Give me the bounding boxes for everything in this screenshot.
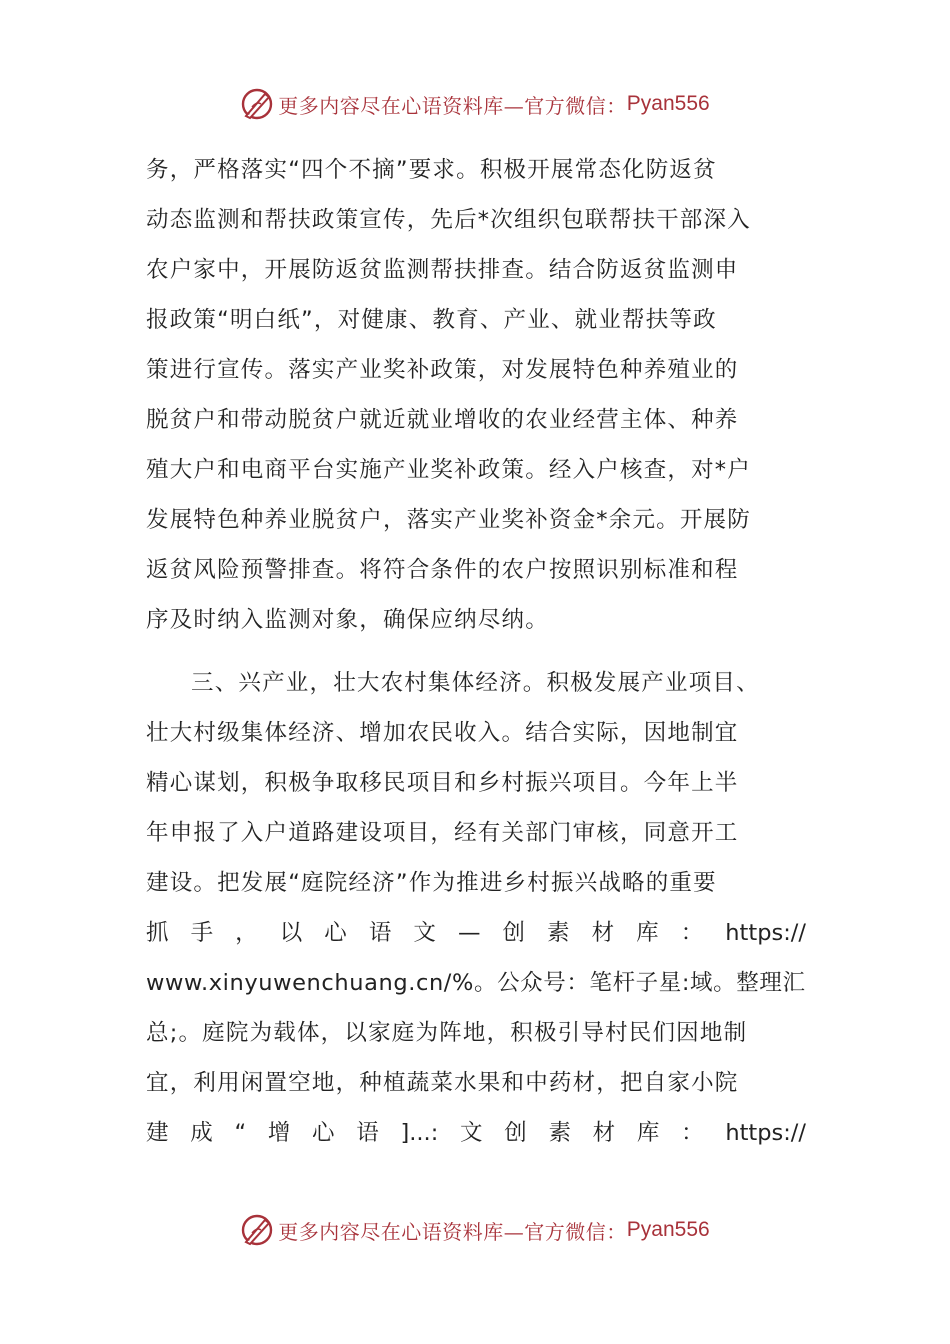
text-line: 策进行宣传。落实产业奖补政策，对发展特色种养殖业的	[146, 357, 739, 383]
text-char: 文	[460, 1120, 483, 1146]
text-char: “	[234, 1120, 247, 1146]
text-char: 心	[324, 920, 347, 946]
text-line: 殖大户和电商平台实施产业奖补政策。经入户核查，对*户	[146, 457, 751, 483]
text-line: 宜，利用闲置空地，种植蔬菜水果和中药材，把自家小院	[146, 1070, 739, 1096]
url-text-line: www.xinyuwenchuang.cn/%。公众号：笔杆子星:域。整理汇	[146, 970, 806, 996]
justified-text-line	[146, 1108, 806, 1158]
text-line: 年申报了入户道路建设项目，经有关部门审核，同意开工	[146, 820, 739, 846]
wechat-id: Pyan556	[626, 92, 710, 115]
text-line: 脱贫户和带动脱贫户就近就业增收的农业经营主体、种养	[146, 407, 739, 433]
text-char: 语	[356, 1120, 379, 1146]
url-text: https://	[725, 1120, 806, 1146]
text-char: ：	[681, 1120, 704, 1146]
text-char: 心	[312, 1120, 335, 1146]
text-char: 抓	[146, 920, 169, 946]
text-char: 增	[267, 1120, 291, 1146]
text-char: 材	[592, 1120, 616, 1146]
text-line: 报政策“明白纸”，对健康、教育、产业、就业帮扶等政	[146, 307, 717, 333]
banner-text: 更多内容尽在心语资料库—官方微信：	[278, 93, 627, 118]
wechat-id: Pyan556	[626, 1218, 710, 1241]
text-char: 库	[636, 920, 659, 946]
text-char: 文	[413, 920, 436, 946]
header-banner	[0, 84, 950, 124]
text-char: 材	[591, 920, 615, 946]
text-char: —	[457, 920, 481, 946]
text-char: 素	[547, 920, 570, 946]
text-line: 建设。把发展“庭院经济”作为推进乡村振兴战略的重要	[146, 870, 717, 896]
text-char: 建	[146, 1120, 169, 1146]
pen-circle-logo-icon	[240, 1213, 274, 1247]
text-line: 返贫风险预警排查。将符合条件的农户按照识别标准和程	[146, 557, 739, 583]
text-line: 壮大村级集体经济、增加农民收入。结合实际，因地制宜	[146, 720, 739, 746]
text-char: 创	[502, 920, 525, 946]
text-char: ，	[235, 920, 258, 946]
justified-text-line	[146, 908, 806, 958]
banner-text: 更多内容尽在心语资料库—官方微信：	[278, 1219, 627, 1244]
document-body	[146, 145, 806, 1158]
text-line: 农户家中，开展防返贫监测帮扶排查。结合防返贫监测申	[146, 257, 739, 283]
text-char: ]...:	[400, 1120, 439, 1146]
text-line: 动态监测和帮扶政策宣传，先后*次组织包联帮扶干部深入	[146, 207, 751, 233]
text-char: 创	[504, 1120, 527, 1146]
text-line: 发展特色种养业脱贫户，落实产业奖补资金*余元。开展防	[146, 507, 751, 533]
url-text: https://	[725, 920, 806, 946]
text-char: 语	[368, 920, 392, 946]
paragraph-2	[146, 658, 806, 1158]
text-char: 成	[190, 1120, 213, 1146]
text-char: 库	[636, 1120, 660, 1146]
text-line: 精心谋划，积极争取移民项目和乡村振兴项目。今年上半	[146, 770, 739, 796]
text-char: 以	[279, 920, 303, 946]
text-line: 务，严格落实“四个不摘”要求。积极开展常态化防返贫	[146, 157, 717, 183]
pen-circle-logo-icon	[240, 87, 274, 121]
text-char: ：	[680, 920, 704, 946]
text-char: 手	[190, 920, 214, 946]
footer-banner	[0, 1210, 950, 1250]
text-line: 总;。庭院为载体，以家庭为阵地，积极引导村民们因地制	[146, 1020, 748, 1046]
paragraph-1	[146, 145, 806, 645]
section-heading-line: 三、兴产业，壮大农村集体经济。积极发展产业项目、	[191, 670, 760, 696]
text-line: 序及时纳入监测对象，确保应纳尽纳。	[146, 607, 549, 633]
text-char: 素	[548, 1120, 571, 1146]
